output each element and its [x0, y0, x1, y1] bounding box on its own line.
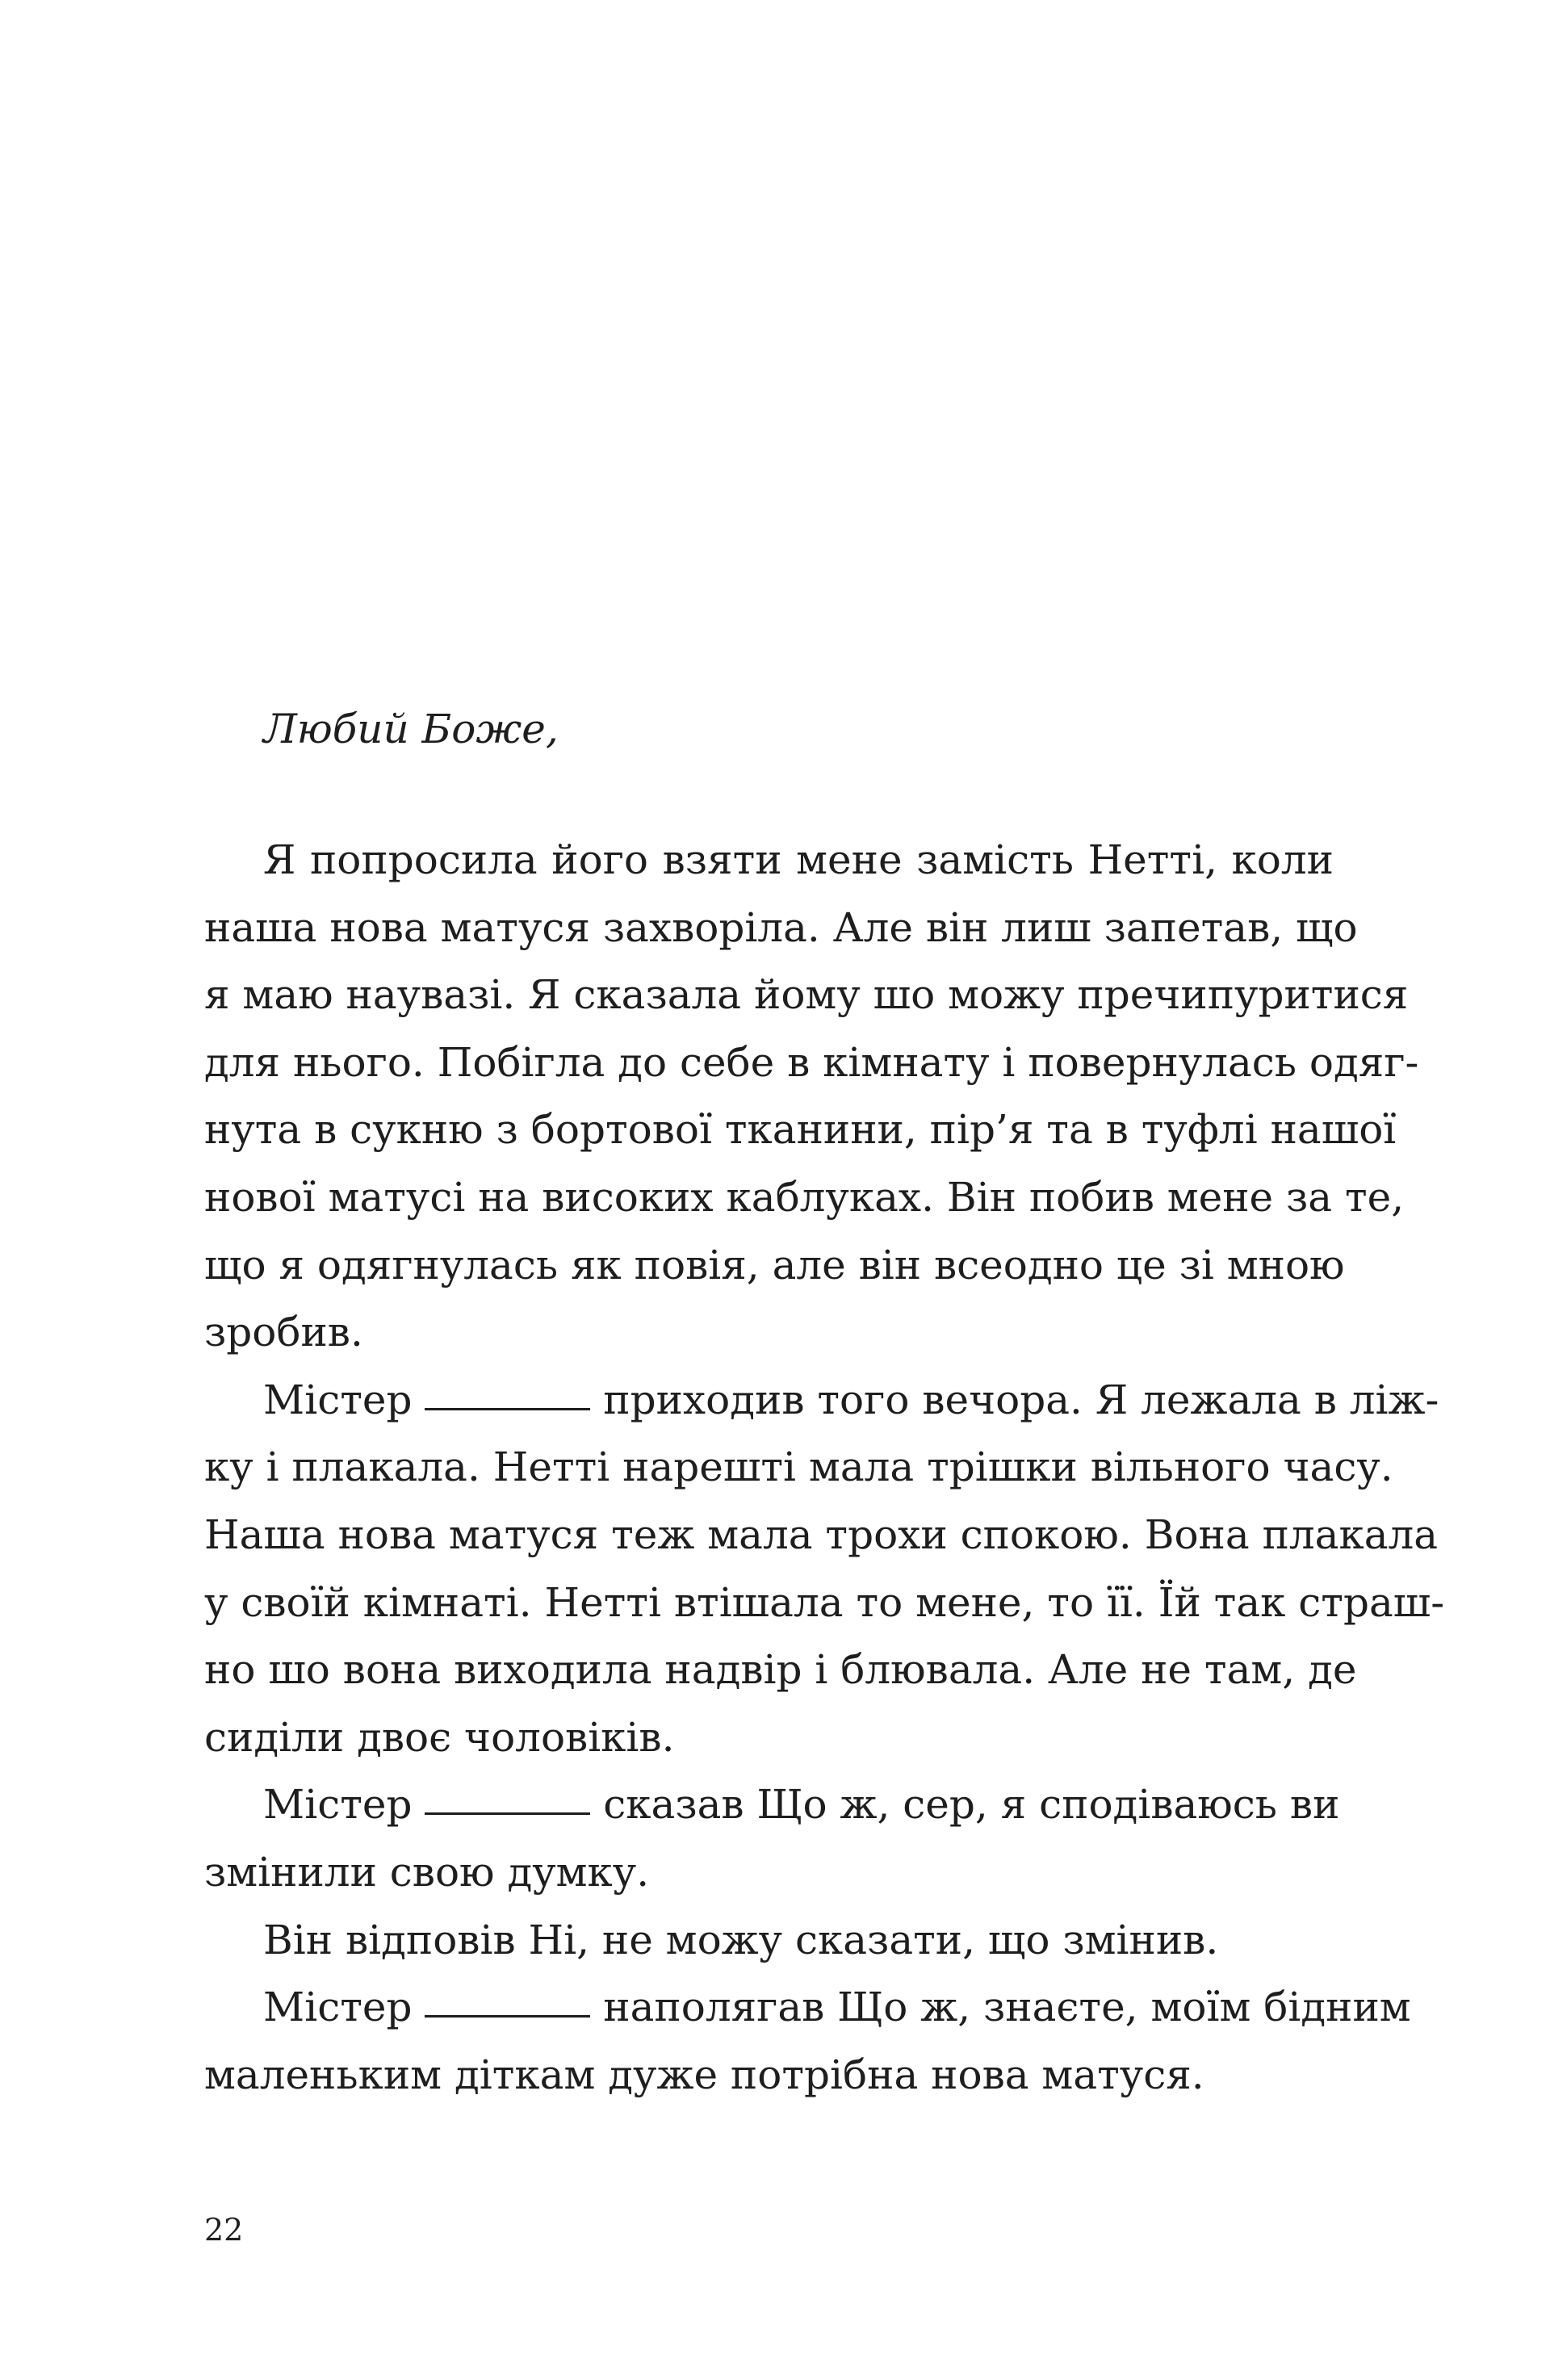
name-blank — [425, 2014, 590, 2018]
text-line: що я одягнулась як повія, але він всеодно це зі мною — [204, 1241, 1345, 1288]
paragraph — [204, 827, 1419, 1367]
text-line — [204, 1974, 1411, 2042]
line-segment: Містер — [263, 1781, 413, 1829]
text-line: нової матусі на високих каблуках. Він побив мене за те, — [204, 1173, 1405, 1221]
text-line — [204, 1771, 1340, 1839]
paragraph — [204, 1771, 1340, 1906]
letter-salutation: Любий Боже, — [263, 706, 559, 752]
text-line: Він відповів Ні, не можу сказати, що змінив. — [263, 1916, 1219, 1963]
text-line: сиділи двоє чоловіків. — [204, 1713, 675, 1761]
paragraph — [204, 1367, 1445, 1772]
text-line: змінили свою думку. — [204, 1848, 650, 1896]
text-line: маленьким діткам дуже потрібна нова матуся. — [204, 2051, 1204, 2098]
text-line: но шо вона виходила надвір і блювала. Але не там, де — [204, 1646, 1357, 1694]
paragraph — [204, 1907, 1334, 1975]
text-line: у своїй кімнаті. Нетті втішала то мене, то її. Їй так страш- — [204, 1578, 1445, 1626]
text-line: Я попросила його взяти мене замість Нетті, коли — [263, 836, 1334, 883]
line-segment: приходив того вечора. Я лежала в ліж- — [603, 1376, 1439, 1423]
line-segment: Містер — [263, 1984, 413, 2031]
text-line: зробив. — [204, 1309, 363, 1356]
text-line — [204, 1367, 1439, 1435]
text-line: ку і плакала. Нетті нарешті мала трішки вільного часу. — [204, 1444, 1393, 1491]
line-segment: сказав Що ж, сер, я сподіваюсь ви — [603, 1781, 1340, 1829]
line-segment: Містер — [263, 1376, 413, 1423]
page-number: 22 — [204, 2212, 244, 2248]
name-blank — [425, 1812, 590, 1815]
text-line: для нього. Побігла до себе в кімнату і повернулась одяг- — [204, 1038, 1419, 1086]
text-line: Наша нова матуся теж мала трохи спокою. Вона плакала — [204, 1511, 1439, 1558]
line-segment: наполягав Що ж, знаєте, моїм бідним — [603, 1984, 1411, 2031]
text-line: наша нова матуся захворіла. Але він лиш запетав, що — [204, 903, 1358, 951]
text-line: я маю наувазі. Я сказала йому шо можу пречипуритися — [204, 971, 1409, 1019]
name-blank — [425, 1407, 590, 1410]
paragraph — [204, 1974, 1411, 2109]
letter-body — [204, 827, 1445, 2109]
text-line: нута в сукню з бортової тканини, пір’я та в туфлі нашої — [204, 1106, 1397, 1154]
